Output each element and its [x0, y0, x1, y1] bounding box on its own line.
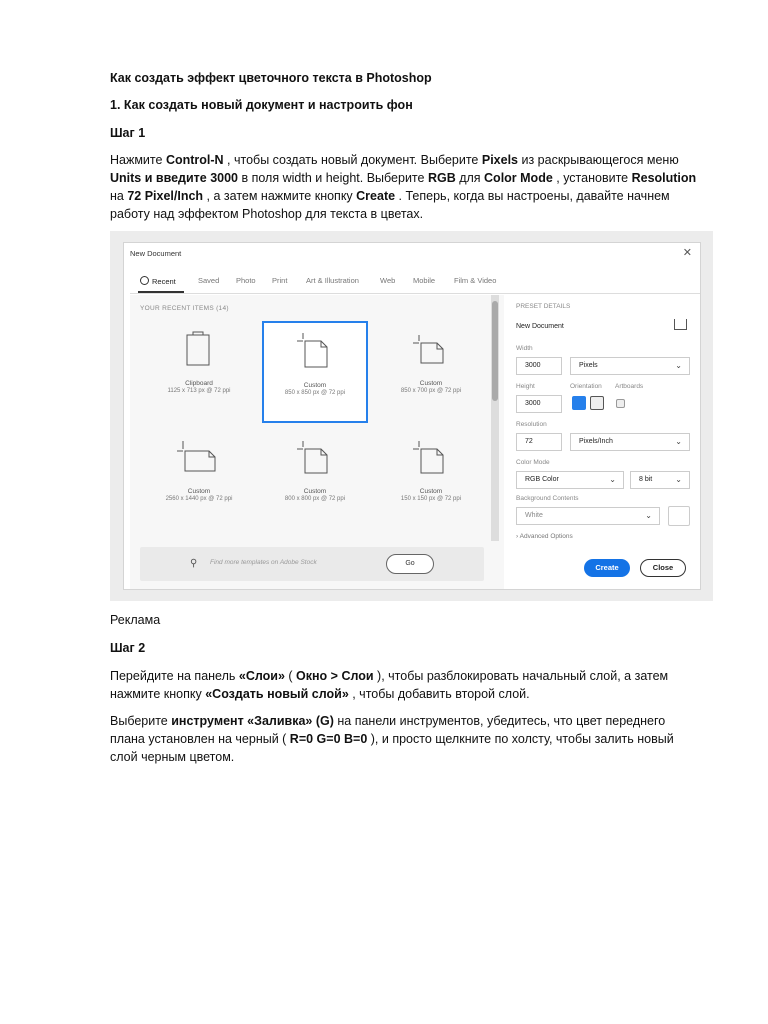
width-input[interactable]: 3000 [516, 357, 562, 375]
tab-recent[interactable]: Recent [140, 276, 176, 286]
go-button[interactable]: Go [386, 554, 434, 574]
height-input[interactable]: 3000 [516, 395, 562, 413]
chevron-down-icon: ⌄ [645, 511, 652, 520]
step2-paragraph-2: Выберите инструмент «Заливка» (G) на панели инструментов, убедитесь, что цвет переднего плана установлен на черный ( R=0 G=0 B=0 ), и просто щелкните по холсту, чтобы залить новый слой черным цветом. [110, 714, 674, 764]
recent-items-panel [130, 295, 504, 589]
tab-art-illustration[interactable]: Art & Illustration [306, 276, 359, 285]
tab-saved[interactable]: Saved [198, 276, 220, 285]
recent-tile-selected[interactable]: Custom 850 x 850 px @ 72 ppi [262, 321, 368, 423]
clock-icon [140, 276, 149, 285]
units-select[interactable]: Pixels ⌄ [570, 357, 690, 375]
resolution-unit-select[interactable]: Pixels/Inch ⌄ [570, 433, 690, 451]
article-title: Как создать эффект цветочного текста в Photoshop [110, 71, 432, 85]
chevron-down-icon: ⌄ [675, 361, 682, 370]
close-button[interactable]: Close [640, 559, 686, 577]
preset-tabs [130, 271, 700, 294]
create-button[interactable]: Create [584, 559, 630, 577]
document-icon [401, 429, 461, 485]
preset-heading: PRESET DETAILS [516, 303, 571, 310]
height-label: Height [516, 383, 535, 390]
save-preset-icon[interactable] [674, 319, 687, 330]
preset-details-panel [508, 295, 698, 589]
search-icon: ⚲ [190, 558, 198, 569]
step1-heading: Шаг 1 [110, 126, 146, 140]
document-icon [285, 323, 345, 379]
chevron-down-icon: ⌄ [609, 475, 616, 484]
resolution-label: Resolution [516, 421, 547, 428]
scrollbar[interactable] [491, 295, 499, 541]
document-icon [285, 429, 345, 485]
recent-tile[interactable]: Custom 2560 x 1440 px @ 72 ppi [146, 429, 252, 531]
active-tab-indicator [138, 291, 184, 293]
section-heading: 1. Как создать новый документ и настроить фон [110, 98, 413, 112]
chevron-down-icon: ⌄ [675, 475, 682, 484]
recent-tile[interactable]: Custom 850 x 700 px @ 72 ppi [378, 321, 484, 423]
color-mode-select[interactable]: RGB Color ⌄ [516, 471, 624, 489]
recent-heading: YOUR RECENT ITEMS (14) [140, 305, 229, 312]
new-document-dialog [123, 242, 701, 590]
recent-tile-clipboard[interactable]: Clipboard 1125 x 713 px @ 72 ppi [146, 321, 252, 423]
orientation-label: Orientation [570, 383, 602, 390]
landscape-orientation-icon[interactable] [590, 396, 604, 410]
recent-tile[interactable]: Custom 800 x 800 px @ 72 ppi [262, 429, 368, 531]
scrollbar-thumb[interactable] [492, 301, 498, 401]
background-select[interactable]: White ⌄ [516, 507, 660, 525]
ad-label: Реклама [110, 613, 161, 627]
resolution-input[interactable]: 72 [516, 433, 562, 451]
dialog-title: New Document [130, 249, 182, 258]
document-icon [401, 321, 461, 377]
step1-paragraph: Нажмите Control-N , чтобы создать новый документ. Выберите Pixels из раскрывающегося меню Units и введите 3000 в поля width и height. Выберите RGB для Color Mode , установите Resolution на 72 Pixel/Inch , а затем нажмите кнопку Create . Теперь, когда вы настроены, давайте начнем работу над эффектом Photoshop для текста в цветах. [110, 153, 697, 221]
close-icon[interactable]: ✕ [682, 247, 692, 259]
artboards-label: Artboards [615, 383, 644, 390]
background-label: Background Contents [516, 495, 579, 502]
preset-name[interactable]: New Document [516, 323, 564, 330]
document-icon [169, 429, 229, 485]
step2-heading: Шаг 2 [110, 641, 146, 655]
tab-web[interactable]: Web [380, 276, 396, 285]
chevron-down-icon: ⌄ [675, 437, 682, 446]
width-label: Width [516, 345, 533, 352]
template-search-bar [140, 547, 484, 581]
artboards-checkbox[interactable] [616, 399, 625, 408]
tab-print[interactable]: Print [272, 276, 288, 285]
portrait-orientation-icon[interactable] [572, 396, 586, 410]
advanced-options-toggle[interactable]: › Advanced Options [516, 533, 573, 540]
step2-paragraph-1: Перейдите на панель «Слои» ( Окно > Слои ), чтобы разблокировать начальный слой, а затем нажмите кнопку «Создать новый слой» , чтобы добавить второй слой. [110, 669, 669, 701]
clipboard-icon [169, 321, 229, 377]
bit-depth-select[interactable]: 8 bit ⌄ [630, 471, 690, 489]
search-input[interactable]: Find more templates on Adobe Stock [210, 559, 317, 566]
tab-mobile[interactable]: Mobile [413, 276, 436, 285]
tab-photo[interactable]: Photo [236, 276, 256, 285]
color-mode-label: Color Mode [516, 459, 550, 466]
tab-film-video[interactable]: Film & Video [454, 276, 497, 285]
background-color-swatch[interactable] [668, 506, 690, 526]
recent-tile[interactable]: Custom 150 x 150 px @ 72 ppi [378, 429, 484, 531]
photoshop-screenshot [110, 231, 713, 601]
